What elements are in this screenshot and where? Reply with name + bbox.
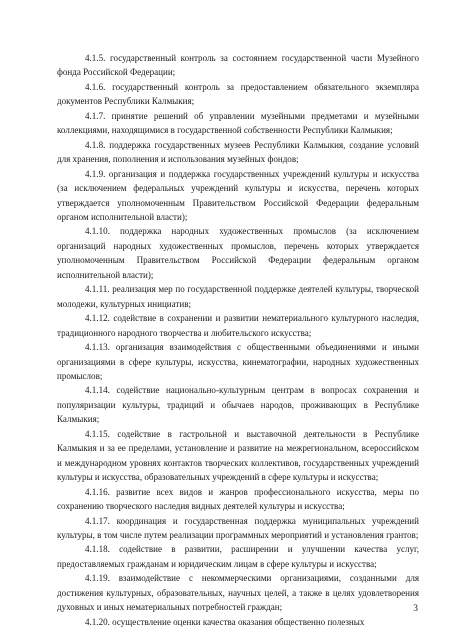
- paragraph-4-1-14: 4.1.14. содействие национально-культурным центрам в вопросах сохранения и популяризации культуры, традиций и обычаев народов, проживающих в Республике Калмыкия;: [57, 385, 419, 425]
- paragraph-4-1-20: 4.1.20. осуществление оценки качества оказания общественно полезных: [85, 616, 365, 627]
- paragraph-4-1-6: 4.1.6. государственный контроль за предоставлением обязательного экземпляра документов Республики Калмыкия;: [57, 81, 419, 107]
- paragraph-4-1-18: 4.1.18. содействие в развитии, расширении и улучшении качества услуг, предоставляемых гражданам и юридическим лицам в сфере культуры и искусства;: [57, 544, 419, 569]
- paragraph-4-1-13: 4.1.13. организация взаимодействия с общественными объединениями и иными организациями в сфере культуры, искусства, кинематографии, народных художественных промыслов;: [57, 342, 419, 381]
- document-body: [57, 51, 419, 629]
- paragraph-4-1-11: 4.1.11. реализация мер по государственной поддержке деятелей культуры, творческой молодежи, культурных инициатив;: [57, 284, 419, 309]
- paragraph-4-1-19: 4.1.19. взаимодействие с некоммерческими организациями, созданными для достижения культурных, образовательных, научных целей, а также в целях удовлетворения духовных и иных нематериальных потребностей граждан;: [57, 573, 419, 613]
- paragraph-4-1-5: 4.1.5. государственный контроль за состоянием государственной части Музейного фонда Российской Федерации;: [57, 53, 419, 78]
- paragraph-4-1-9: 4.1.9. организация и поддержка государственных учреждений культуры и искусства (за исключением федеральных учреждений культуры и искусства, перечень которых утверждается уполномоченным Правительством Российской Федерации федеральным органом исполнительной власти);: [57, 168, 419, 222]
- paragraph-4-1-8: 4.1.8. поддержка государственных музеев Республики Калмыкия, создание условий для хранения, пополнения и использования музейных фондов;: [57, 139, 419, 165]
- paragraph-4-1-17: 4.1.17. координация и государственная поддержка муниципальных учреждений культуры, в том числе путем реализации программных мероприятий и установления грантов;: [57, 515, 419, 540]
- paragraph-4-1-10: 4.1.10. поддержка народных художественных промыслов (за исключением организаций народных художественных промыслов, перечень которых утверждается уполномоченным Правительством Российской Федерации федеральным органом исполнительной власти);: [57, 226, 419, 280]
- paragraph-4-1-16: 4.1.16. развитие всех видов и жанров профессионального искусства, меры по сохранению творческого наследия видных деятелей культуры и искусства;: [57, 486, 419, 512]
- paragraph-4-1-12: 4.1.12. содействие в сохранении и развитии нематериального культурного наследия, традиционного народного творчества и любительского искусства;: [57, 313, 419, 338]
- page-number: 3: [413, 604, 418, 614]
- paragraph-4-1-7: 4.1.7. принятие решений об управлении музейными предметами и музейными коллекциями, находящимися в государственной собственности Республики Калмыкия;: [57, 110, 419, 136]
- paragraph-4-1-15: 4.1.15. содействие в гастрольной и выставочной деятельности в Республике Калмыкия и за ее пределами, установление и развитие на межрегиональном, всероссийском и международном уровнях контактов творческих коллективов, государственных учреждений культуры и искусства, образовательных учреждений в сфере культуры и искусства;: [57, 428, 419, 483]
